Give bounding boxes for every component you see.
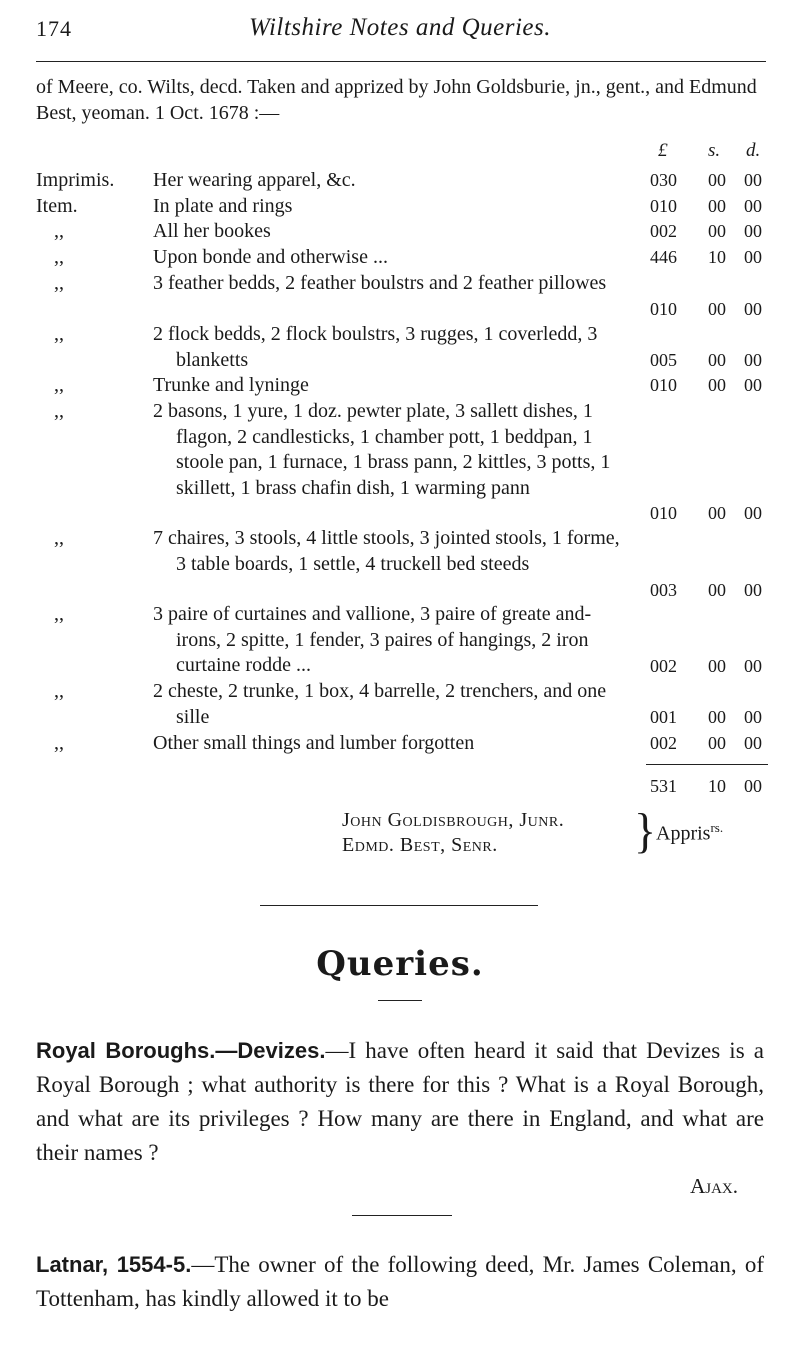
signatory-best: Edmd. Best, Senr. xyxy=(342,834,498,856)
signatories xyxy=(342,808,564,858)
row-shillings: 00 xyxy=(708,299,726,319)
query-divider xyxy=(352,1215,452,1216)
row-pence: 00 xyxy=(744,580,762,600)
row-shillings: 00 xyxy=(708,350,726,370)
apprisers-base: Appris xyxy=(656,822,711,845)
row-description: In plate and rings xyxy=(153,195,293,217)
row-description: Upon bonde and otherwise ... xyxy=(153,246,388,268)
row-description: 3 paire of curtaines and vallione, 3 paire of greate and-irons, 2 spitte, 1 fender, 3 paires of hangings, 2 iron curtaine rodde ... xyxy=(153,603,592,676)
row-shillings: 00 xyxy=(708,375,726,395)
sum-rule xyxy=(646,764,768,765)
row-shillings: 00 xyxy=(708,170,726,190)
row-label: ,, xyxy=(54,680,64,702)
row-pounds: 002 xyxy=(650,733,677,753)
row-shillings: 00 xyxy=(708,707,726,727)
row-label: ,, xyxy=(54,272,64,294)
row-label: Imprimis. xyxy=(36,169,115,191)
query-body: —The owner of the following deed, Mr. James Coleman, of Tottenham, has kindly allowed it to be xyxy=(36,1252,764,1311)
total-shillings: 10 xyxy=(708,776,726,796)
row-pounds: 003 xyxy=(650,580,677,600)
query-title: Royal Boroughs.—Devizes. xyxy=(36,1038,326,1063)
row-shillings: 00 xyxy=(708,503,726,523)
row-label: ,, xyxy=(54,220,64,242)
signatory-goldisbrough: John Goldisbrough, Junr. xyxy=(342,809,565,831)
query-royal-boroughs xyxy=(36,1034,764,1170)
row-shillings: 00 xyxy=(708,580,726,600)
row-label: ,, xyxy=(54,323,64,345)
row-pounds: 010 xyxy=(650,503,677,523)
intro-paragraph: of Meere, co. Wilts, decd. Taken and apprized by John Goldsburie, jn., gent., and Edmund Best, yeoman. 1 Oct. 1678 :— xyxy=(36,76,757,124)
row-pence: 00 xyxy=(744,350,762,370)
row-label: Item. xyxy=(36,195,78,217)
total-pence: 00 xyxy=(744,776,762,796)
row-shillings: 00 xyxy=(708,656,726,676)
row-description: Trunke and lyninge xyxy=(153,374,309,396)
row-pounds: 001 xyxy=(650,707,677,727)
row-pence: 00 xyxy=(744,375,762,395)
running-title: Wiltshire Notes and Queries. xyxy=(249,14,551,41)
pounds-column-header: £ xyxy=(658,140,668,161)
row-label: ,, xyxy=(54,527,64,549)
row-pounds: 002 xyxy=(650,221,677,241)
apprisers-label xyxy=(656,820,723,846)
shillings-column-header: s. xyxy=(708,140,721,161)
row-description: Her wearing apparel, &c. xyxy=(153,169,356,191)
row-shillings: 10 xyxy=(708,247,726,267)
total-pounds: 531 xyxy=(650,776,677,796)
row-pence: 00 xyxy=(744,503,762,523)
row-pence: 00 xyxy=(744,221,762,241)
row-pence: 00 xyxy=(744,170,762,190)
section-heading: Queries. xyxy=(316,944,484,984)
row-pounds: 010 xyxy=(650,299,677,319)
header-rule xyxy=(36,61,766,62)
brace-glyph: } xyxy=(634,803,657,858)
row-label: ,, xyxy=(54,374,64,396)
row-description: 2 cheste, 2 trunke, 1 box, 4 barrelle, 2 trenchers, and one sille xyxy=(153,680,607,728)
row-pounds: 002 xyxy=(650,656,677,676)
pence-column-header: d. xyxy=(746,140,761,161)
row-shillings: 00 xyxy=(708,196,726,216)
row-pounds: 010 xyxy=(650,375,677,395)
running-header xyxy=(36,12,764,48)
total-row xyxy=(36,776,766,802)
query-body: —I have often heard it said that Devizes is a Royal Borough ; what authority is there for this ? What is a Royal Borough, and what are its privileges ? How many are there in England, and what are their names ? xyxy=(36,1038,764,1165)
row-pounds: 030 xyxy=(650,170,677,190)
row-pounds: 446 xyxy=(650,247,677,267)
section-divider xyxy=(260,905,538,906)
row-description: All her bookes xyxy=(153,220,271,242)
row-pence: 00 xyxy=(744,247,762,267)
row-label: ,, xyxy=(54,246,64,268)
row-shillings: 00 xyxy=(708,221,726,241)
page-number: 174 xyxy=(36,16,72,41)
row-pence: 00 xyxy=(744,299,762,319)
apprisers-superscript: rs. xyxy=(710,820,724,835)
row-description: 2 flock bedds, 2 flock boulstrs, 3 rugges, 1 coverledd, 3 blanketts xyxy=(153,323,598,371)
row-label: ,, xyxy=(54,732,64,754)
row-pounds: 010 xyxy=(650,196,677,216)
row-description: 2 basons, 1 yure, 1 doz. pewter plate, 3 sallett dishes, 1 flagon, 2 candlesticks, 1 chamber pott, 1 beddpan, 1 stoole pan, 1 furnace, 1 brass pann, 2 kittles, 3 potts, 1 skillett, 1 brass chafin dish, 1 warming pann xyxy=(153,400,611,499)
row-pence: 00 xyxy=(744,707,762,727)
row-description: 7 chaires, 3 stools, 4 little stools, 3 jointed stools, 1 forme, 3 table boards, 1 settle, 4 truckell bed steeds xyxy=(153,527,620,575)
query-latnar xyxy=(36,1248,764,1316)
row-description: Other small things and lumber forgotten xyxy=(153,732,475,754)
row-shillings: 00 xyxy=(708,733,726,753)
row-pence: 00 xyxy=(744,196,762,216)
query-title: Latnar, 1554-5. xyxy=(36,1252,192,1277)
row-pence: 00 xyxy=(744,733,762,753)
heading-rule xyxy=(378,1000,422,1001)
row-description: 3 feather bedds, 2 feather boulstrs and 2 feather pillowes xyxy=(153,272,607,294)
row-pence: 00 xyxy=(744,656,762,676)
query-signature: Ajax. xyxy=(690,1174,738,1198)
row-label: ,, xyxy=(54,400,64,422)
row-pounds: 005 xyxy=(650,350,677,370)
row-label: ,, xyxy=(54,603,64,625)
